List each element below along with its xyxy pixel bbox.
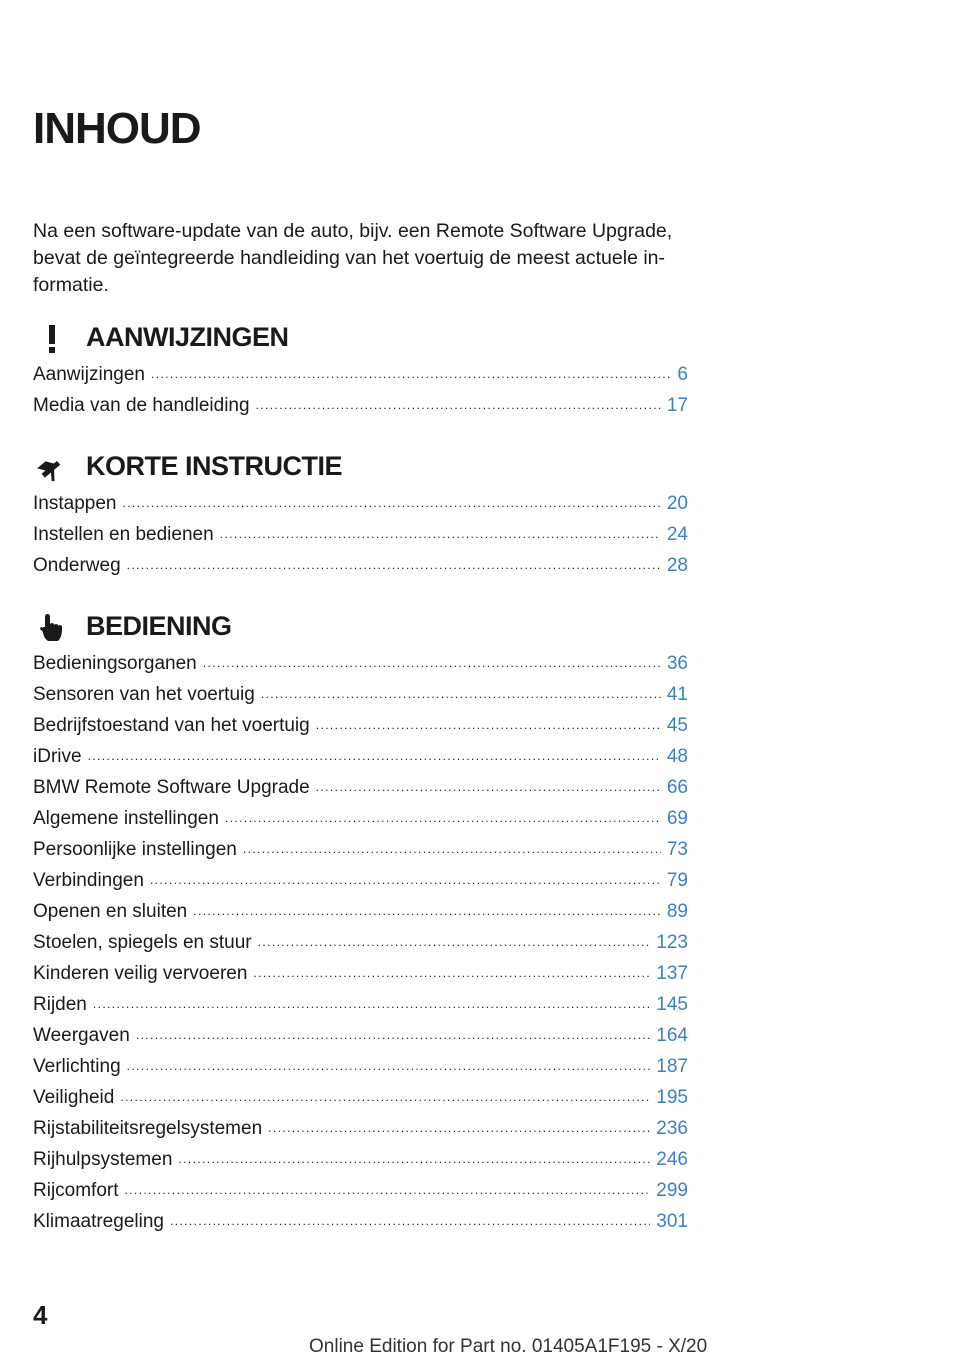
toc-item[interactable] — [33, 901, 688, 932]
toc-item-page-link[interactable]: 301 — [656, 1211, 688, 1232]
toc-item-page-link[interactable]: 36 — [666, 653, 688, 674]
toc-item-label: BMW Remote Software Upgrade — [33, 777, 310, 798]
toc-item[interactable] — [33, 493, 688, 524]
toc-item-label: Klimaatregeling — [33, 1211, 164, 1232]
toc-item-page-link[interactable]: 69 — [666, 808, 688, 829]
toc-item-page-link[interactable]: 89 — [666, 901, 688, 922]
dot-leader — [316, 783, 661, 802]
page-title: INHOUD — [33, 104, 201, 153]
toc-item[interactable] — [33, 932, 688, 963]
toc-item[interactable] — [33, 839, 688, 870]
page-number: 4 — [33, 1300, 48, 1330]
dot-leader — [203, 659, 661, 678]
toc-item-label: Verlichting — [33, 1056, 121, 1077]
toc-item[interactable] — [33, 524, 688, 555]
toc-item[interactable] — [33, 1211, 688, 1242]
dot-leader — [136, 1031, 650, 1050]
section-header — [33, 611, 688, 647]
toc-item[interactable] — [33, 1118, 688, 1149]
pin-icon — [37, 453, 67, 483]
toc-item-label: Bedieningsorganen — [33, 653, 197, 674]
dot-leader — [93, 1000, 650, 1019]
section-title: AANWIJZINGEN — [86, 322, 289, 352]
toc-item-label: Openen en sluiten — [33, 901, 188, 922]
toc-item-label: Weergaven — [33, 1025, 130, 1046]
toc-item-label: Rijcomfort — [33, 1180, 119, 1201]
toc-item-label: Bedrijfstoestand van het voertuig — [33, 715, 310, 736]
dot-leader — [220, 530, 661, 549]
dot-leader — [258, 938, 651, 957]
dot-leader — [122, 499, 660, 518]
toc-item-page-link[interactable]: 28 — [666, 555, 688, 576]
dot-leader — [88, 752, 661, 771]
toc-item-label: Persoonlijke instellingen — [33, 839, 237, 860]
dot-leader — [256, 401, 661, 420]
exclamation-icon — [37, 324, 67, 354]
dot-leader — [268, 1124, 650, 1143]
toc-item-label: Veiligheid — [33, 1087, 115, 1108]
toc-item-page-link[interactable]: 164 — [656, 1025, 688, 1046]
toc-item-page-link[interactable]: 17 — [666, 395, 688, 416]
toc-item[interactable] — [33, 555, 688, 586]
hand-pointer-icon — [37, 613, 67, 643]
toc-item-page-link[interactable]: 73 — [666, 839, 688, 860]
toc-item-label: Onderweg — [33, 555, 121, 576]
section-bediening — [33, 611, 688, 1242]
toc-item[interactable] — [33, 963, 688, 994]
toc-item[interactable] — [33, 746, 688, 777]
section-aanwijzingen — [33, 322, 688, 426]
dot-leader — [178, 1155, 650, 1174]
toc-item[interactable] — [33, 808, 688, 839]
dot-leader — [261, 690, 661, 709]
toc-item-page-link[interactable]: 195 — [656, 1087, 688, 1108]
toc-item[interactable] — [33, 777, 688, 808]
toc-item[interactable] — [33, 1149, 688, 1180]
dot-leader — [125, 1186, 651, 1205]
toc-list — [33, 493, 688, 586]
toc-item-label: Media van de handleiding — [33, 395, 250, 416]
dot-leader — [253, 969, 650, 988]
toc-item-page-link[interactable]: 137 — [656, 963, 688, 984]
section-korte-instructie — [33, 451, 688, 586]
dot-leader — [120, 1093, 650, 1112]
dot-leader — [316, 721, 661, 740]
toc-item[interactable] — [33, 1056, 688, 1087]
toc-item-page-link[interactable]: 20 — [666, 493, 688, 514]
dot-leader — [127, 1062, 651, 1081]
footer-edition: Online Edition for Part no. 01405A1F195 - X/20 — [309, 1336, 708, 1357]
toc-item-label: Verbindingen — [33, 870, 144, 891]
toc-item[interactable] — [33, 1087, 688, 1118]
toc-item-label: Rijstabiliteitsregelsystemen — [33, 1118, 263, 1139]
dot-leader — [225, 814, 661, 833]
toc-item-label: Sensoren van het voertuig — [33, 684, 255, 705]
section-header — [33, 451, 688, 487]
toc-item[interactable] — [33, 684, 688, 715]
toc-item-page-link[interactable]: 48 — [666, 746, 688, 767]
toc-item-page-link[interactable]: 66 — [666, 777, 688, 798]
toc-item-page-link[interactable]: 79 — [666, 870, 688, 891]
toc-item[interactable] — [33, 715, 688, 746]
intro-paragraph: Na een software-update van de auto, bijv. een Remote Software Upgrade, bevat de geïntegreerde handleiding van het voertuig de meest actuele informatie. — [33, 220, 673, 296]
dot-leader — [127, 561, 661, 580]
dot-leader — [150, 876, 661, 895]
section-header — [33, 322, 688, 358]
toc-item[interactable] — [33, 1025, 688, 1056]
toc-item[interactable] — [33, 364, 688, 395]
toc-item-label: Rijden — [33, 994, 87, 1015]
toc-item-label: Algemene instellingen — [33, 808, 219, 829]
toc-item[interactable] — [33, 653, 688, 684]
toc-item-page-link[interactable]: 45 — [666, 715, 688, 736]
toc-list — [33, 364, 688, 426]
toc-item-page-link[interactable]: 236 — [656, 1118, 688, 1139]
toc-item-label: Aanwijzingen — [33, 364, 145, 385]
toc-item-label: Instellen en bedienen — [33, 524, 214, 545]
dot-leader — [193, 907, 661, 926]
toc-item[interactable] — [33, 994, 688, 1025]
toc-item-label: Rijhulpsystemen — [33, 1149, 173, 1170]
toc-item-page-link[interactable]: 187 — [656, 1056, 688, 1077]
toc-item-page-link[interactable]: 299 — [656, 1180, 688, 1201]
dot-leader — [243, 845, 661, 864]
toc-item-label: iDrive — [33, 746, 82, 767]
toc-item-page-link[interactable]: 145 — [656, 994, 688, 1015]
toc-item-page-link[interactable]: 123 — [656, 932, 688, 953]
toc-item-label: Instappen — [33, 493, 117, 514]
toc-item-page-link[interactable]: 246 — [656, 1149, 688, 1170]
section-title: BEDIENING — [86, 611, 232, 641]
toc-item[interactable] — [33, 1180, 688, 1211]
toc-item[interactable] — [33, 870, 688, 901]
toc-item-label: Stoelen, spiegels en stuur — [33, 932, 252, 953]
toc-item-label: Kinderen veilig vervoeren — [33, 963, 248, 984]
dot-leader — [151, 370, 671, 389]
toc-item[interactable] — [33, 395, 688, 426]
toc-item-page-link[interactable]: 41 — [666, 684, 688, 705]
toc-item-page-link[interactable]: 6 — [677, 364, 688, 385]
section-title: KORTE INSTRUCTIE — [86, 451, 343, 481]
toc-item-page-link[interactable]: 24 — [666, 524, 688, 545]
dot-leader — [170, 1217, 650, 1236]
toc-list — [33, 653, 688, 1242]
